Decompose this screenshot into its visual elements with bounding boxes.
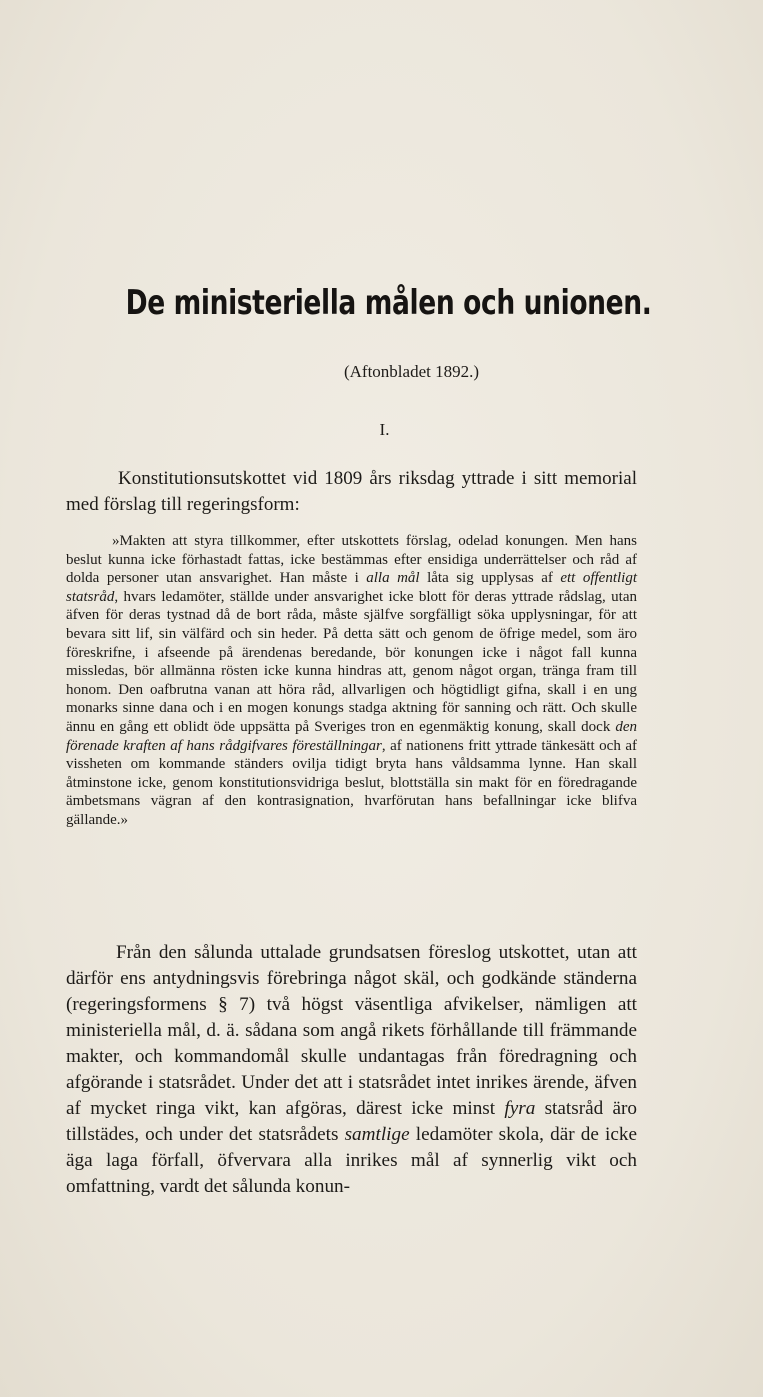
quote-text-4: , af nationens fritt yttrade tänkesätt och af vissheten om kommande ständers ovilja tidigt bryta hans våldsamma lynne. Han skall åtminstone icke, genom konstitutionsvidriga beslut, blottställa sin makt för en föredragande ämbetsmans vägran af den kontrasignation, hvarförutan hans befallningar icke blifva gällande.» [66, 737, 637, 828]
main-text-2: statsråd äro tillstädes, och under det statsrådets [66, 1098, 637, 1145]
quote-emphasis-3: den förenade kraften af hans rådgifvares föreställningar [66, 718, 637, 754]
quoted-memorial [66, 532, 637, 830]
source-note: (Aftonbladet 1892.) [343, 362, 480, 381]
quote-emphasis-2: ett offentligt statsråd [66, 570, 638, 605]
main-text-1: Från den sålunda uttalade grundsatsen föreslog utskottet, utan att därför ens antydningsvis förebringa något skäl, och godkände ständerna (regeringsformens § 7) två högst väsentliga afvikelser, nämligen att ministeriella mål, d. ä. sådana som angå rikets förhållande till främmande makter, och kommandomål skulle undantagas från föredragning och afgörande i statsrådet. Under det att i statsrådet intet inrikes ärende, äfven af mycket ringa vikt, kan afgöras, därest icke minst [66, 942, 637, 1119]
main-emphasis-2: samtlige [344, 1124, 410, 1145]
quote-text-2: låta sig upplysas af [419, 570, 561, 587]
document-title: De ministeriella målen och unionen. [125, 283, 652, 323]
main-emphasis-1: fyra [504, 1098, 536, 1119]
quote-text-1: »Makten att styra tillkommer, efter utskottets förslag, odelad konungen. Men hans beslut kunna icke förhastadt fattas, icke bestämmas efter ensidiga underrättelser och råd af dolda personer utan ansvarighet. Han måste i [66, 533, 637, 587]
section-number: I. [379, 420, 390, 439]
quote-text-3: , hvars ledamöter, ställde under ansvarighet icke blott för deras yttrade rådslag, utan äfven för deras tystnad då de bort råda, måste själfve sorgfälligt söka upplysningar, för att bevara sitt lif, sin välfärd och sin heder. På detta sätt och genom de öfrige medel, som äro föreskrifne, i afseende på ärendenas beredande, bör konungen icke i något fall kunna missledas, bör allmänna rösten icke kunna hindras att, genom något organ, tränga fram till honom. Den oafbrutna vanan att höra råd, allvarligen och högtidligt gifna, skall i en ung monarks sinne dana och i en mogen konungs stadga aktning för sanning och rätt. Och skulle ännu en gång ett oblidt öde uppsätta på Sveriges tron en egenmäktig konung, skall dock [66, 588, 637, 735]
main-paragraph [66, 940, 637, 1200]
quote-emphasis-1: alla mål [366, 570, 420, 587]
main-text-3: ledamöter skola, där de icke äga laga förfall, öfvervara alla inrikes mål af synnerlig vikt och omfattning, vardt det sålunda konun- [66, 1124, 637, 1197]
intro-paragraph: Konstitutionsutskottet vid 1809 års riksdag yttrade i sitt memorial med förslag till regeringsform: [66, 468, 637, 515]
